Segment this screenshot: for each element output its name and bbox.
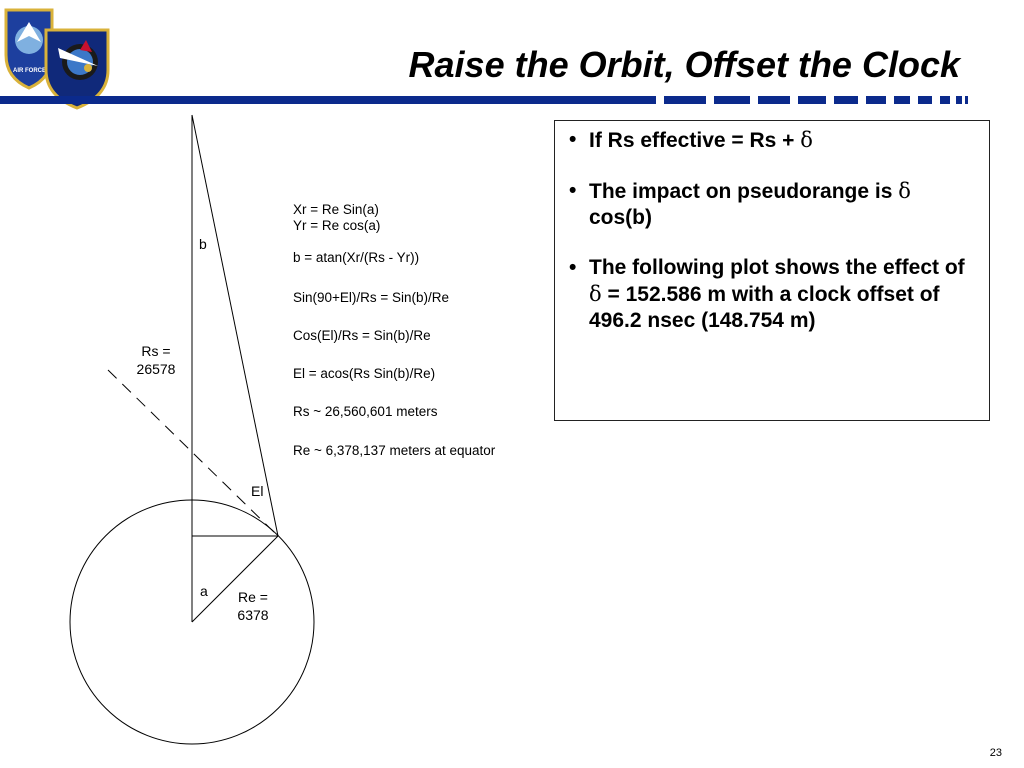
equation-re-value: Re ~ 6,378,137 meters at equator bbox=[293, 443, 496, 458]
slide-title: Raise the Orbit, Offset the Clock bbox=[408, 44, 960, 85]
re-label bbox=[226, 588, 280, 624]
horizon-dashed-line bbox=[108, 370, 278, 536]
equation-el: El = acos(Rs Sin(b)/Re) bbox=[293, 366, 436, 381]
rs-label bbox=[128, 342, 184, 378]
delta-symbol: δ bbox=[800, 128, 813, 152]
bullet-item-rs-effective bbox=[569, 127, 971, 154]
bullet-text: The impact on pseudorange is bbox=[589, 180, 899, 203]
equation-rs-value: Rs ~ 26,560,601 meters bbox=[293, 404, 438, 419]
bullet-text-box bbox=[554, 120, 990, 421]
rs-label-text: Rs = bbox=[141, 343, 171, 359]
re-label-text: Re = bbox=[238, 589, 268, 605]
bullet-text: If Rs effective = Rs + bbox=[589, 129, 801, 152]
angle-a-label: a bbox=[200, 583, 208, 599]
delta-symbol: δ bbox=[589, 282, 602, 306]
angle-b-label: b bbox=[199, 236, 207, 252]
bullet-item-plot-effect bbox=[569, 255, 971, 334]
bullet-text: The following plot shows the effect of bbox=[589, 256, 965, 279]
bullet-text-after: = 152.586 m with a clock offset of 496.2 nsec (148.754 m) bbox=[589, 283, 940, 332]
line-of-sight bbox=[192, 115, 278, 536]
bullet-marker: • bbox=[569, 179, 577, 202]
bullet-marker: • bbox=[569, 128, 577, 151]
equation-sin-rule: Sin(90+El)/Rs = Sin(b)/Re bbox=[293, 290, 450, 305]
delta-symbol: δ bbox=[898, 179, 911, 203]
bullet-item-pseudorange-impact bbox=[569, 178, 971, 231]
equation-cos-el: Cos(El)/Rs = Sin(b)/Re bbox=[293, 328, 431, 343]
page-number: 23 bbox=[989, 747, 1002, 759]
air-force-space-command-shield-icon bbox=[0, 0, 120, 110]
bullet-marker: • bbox=[569, 256, 577, 279]
bullet-list bbox=[555, 121, 989, 334]
equation-yr: Yr = Re cos(a) bbox=[293, 218, 381, 233]
bullet-text-after: cos(b) bbox=[589, 206, 652, 229]
orbit-geometry-diagram bbox=[0, 105, 560, 768]
equation-b: b = atan(Xr/(Rs - Yr)) bbox=[293, 250, 420, 265]
svg-text:AIR FORCE: AIR FORCE bbox=[13, 68, 46, 74]
rs-value-text: 26578 bbox=[136, 361, 176, 377]
angle-el-label: El bbox=[251, 483, 264, 499]
equation-xr: Xr = Re Sin(a) bbox=[293, 202, 379, 217]
re-value-text: 6378 bbox=[237, 607, 269, 623]
